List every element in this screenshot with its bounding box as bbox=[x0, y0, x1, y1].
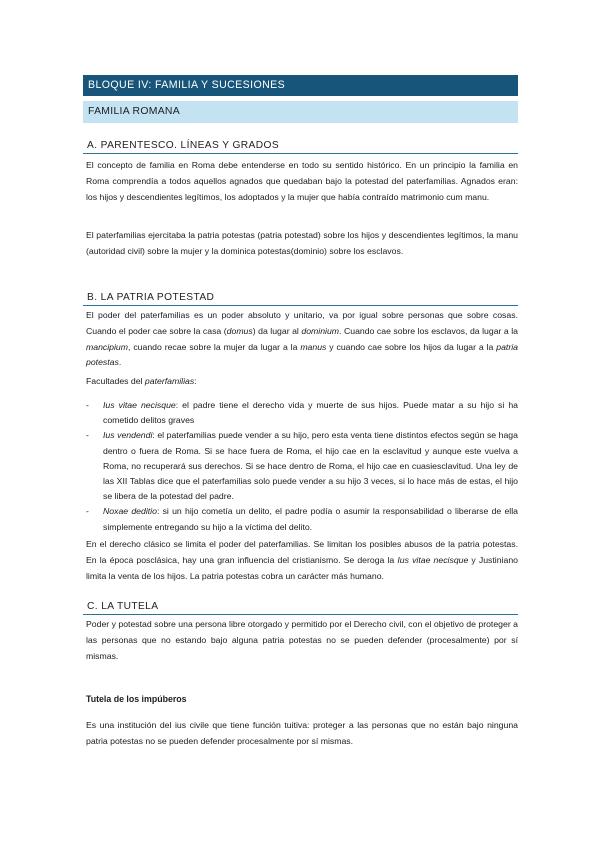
text-segment: , cuando recae sobre la mujer da lugar a la bbox=[128, 341, 301, 352]
block-title-bar bbox=[83, 75, 518, 96]
section-title-bar bbox=[83, 101, 518, 123]
text-segment: ) da lugar al bbox=[252, 325, 302, 336]
text-segment: y cuando cae sobre los hijos da lugar a la bbox=[326, 341, 497, 352]
italic-term: domus bbox=[226, 325, 253, 336]
text-segment: Facultades del bbox=[86, 376, 145, 386]
paragraph-poder-absoluto bbox=[86, 308, 518, 371]
list-item bbox=[86, 428, 518, 504]
text-segment: El poder del paterfamilias es un poder absoluto y unitario, va por igual sobre personas que sobre cosas. Cuando el poder cae sobre la casa ( bbox=[86, 310, 518, 336]
heading-patria-potestad: B. LA PATRIA POTESTAD bbox=[83, 290, 518, 306]
text-segment: : si un hijo cometía un delito, el padre podía o asumir la responsabilidad o liberarse de ella simplemente entregando su hijo a la víctima del delito. bbox=[103, 506, 518, 532]
list-item-text bbox=[103, 506, 518, 531]
subheading-tutela-impuberos: Tutela de los impúberos bbox=[86, 694, 187, 704]
section-title: FAMILIA ROMANA bbox=[88, 106, 180, 117]
italic-term: mancipium bbox=[86, 341, 129, 352]
italic-term: dominium bbox=[301, 325, 340, 336]
text-segment: : el paterfamilias puede vender a su hijo, pero esta venta tiene distintos efectos según se haga dentro o fuera de Roma. Si se hace fuera de Roma, el hijo cae en la esclavitud y aunque este vuelva a Roma, no recuperará sus derechos. Si se hace dentro de Roma, el hijo cae en cuasiesclavitud. Una ley de las XII Tablas dice que el paterfamilias solo puede vender a su hijo 3 veces, si lo hace más de estas, el hijo se libera de la potestad del padre. bbox=[103, 430, 518, 502]
list-item bbox=[86, 504, 518, 534]
list-dash: - bbox=[86, 430, 89, 441]
italic-term: patria potestas bbox=[86, 341, 518, 368]
list-dash: - bbox=[86, 400, 89, 410]
text-segment: : bbox=[194, 376, 197, 386]
italic-term: Ius vitae necisque bbox=[103, 400, 176, 410]
block-title: BLOQUE IV: FAMILIA Y SUCESIONES bbox=[88, 79, 286, 91]
paragraph-tutela-impuberos: Es una institución del ius civile que tiene función tuitiva: proteger a las personas que no están bajo ninguna patria potestas no se pueden defender procesalmente por sí mismas. bbox=[86, 720, 518, 746]
text-segment: y Justiniano limita la venta de los hijos. La patria potestas cobra un carácter más humano. bbox=[86, 554, 518, 581]
list-dash: - bbox=[86, 506, 89, 517]
italic-term: paterfamilias bbox=[144, 376, 195, 386]
faculties-intro bbox=[86, 374, 518, 390]
heading-parentesco: A. PARENTESCO. LÍNEAS Y GRADOS bbox=[83, 138, 518, 154]
text-segment: . bbox=[118, 357, 122, 368]
list-item-text bbox=[103, 400, 518, 425]
paragraph-familia-concepto: El concepto de familia en Roma debe entenderse en todo su sentido histórico. En un principio la familia en Roma comprendía a todos aquellos agnados que quedaban bajo la potestad del paterfamilias. Agnados eran: los hijos y descendientes legítimos, los adoptados y la mujer que había contraído matrimonio cum manu. bbox=[86, 160, 518, 202]
paragraph-derecho-clasico bbox=[86, 537, 518, 584]
list-item-text bbox=[103, 430, 518, 501]
italic-term: Noxae deditio bbox=[103, 506, 157, 517]
italic-term: Ius vendendi bbox=[103, 430, 153, 441]
paragraph-paterfamilias-potestades: El paterfamilias ejercitaba la patria potestas (patria potestad) sobre los hijos y descendientes legítimos, la manu (autoridad civil) sobre la mujer y la dominica potestas(dominio) sobre los esclavos. bbox=[86, 230, 518, 256]
text-segment: : el padre tiene el derecho vida y muerte de sus hijos. Puede matar a su hijo si ha cometido delitos graves bbox=[103, 400, 518, 426]
faculties-list bbox=[86, 398, 518, 535]
paragraph-tutela-definicion: Poder y potestad sobre una persona libre otorgado y permitido por el Derecho civil, con el objetivo de proteger a las personas que no estando bajo alguna patria potestas no se pueden defender (procesalmente) por sí mismas. bbox=[86, 619, 518, 661]
heading-tutela: C. LA TUTELA bbox=[83, 599, 518, 615]
text-segment: En el derecho clásico se limita el poder del paterfamilias. Se limitan los posibles abusos de la patria potestas. En la época posclásica, hay una gran influencia del cristianismo. Se deroga la bbox=[86, 539, 518, 565]
italic-term: Ius vitae necisque bbox=[397, 554, 469, 565]
italic-term: manus bbox=[300, 341, 327, 352]
text-segment: . Cuando cae sobre los esclavos, da lugar a la bbox=[339, 325, 519, 336]
list-item bbox=[86, 398, 518, 428]
